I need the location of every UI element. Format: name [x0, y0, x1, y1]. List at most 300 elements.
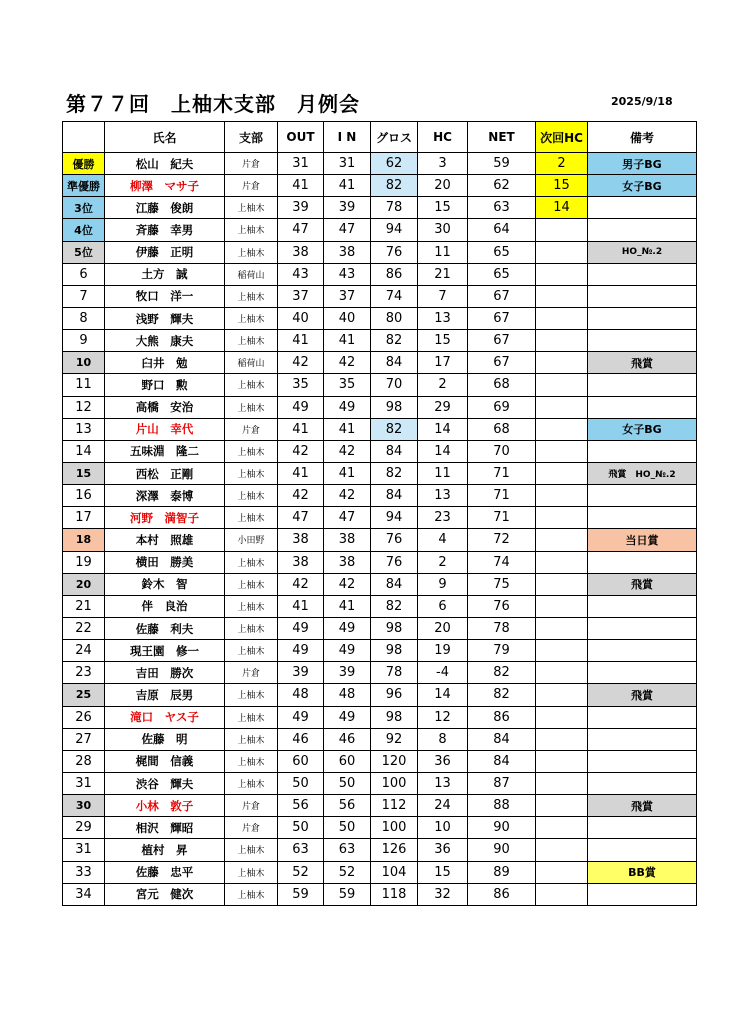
handicap: 4 — [418, 529, 468, 551]
player-name: 江藤 俊朗 — [105, 197, 225, 219]
in-score: 48 — [324, 684, 371, 706]
rank-cell: 28 — [63, 750, 105, 772]
branch-cell: 上柚木 — [225, 861, 278, 883]
gross-score: 112 — [371, 795, 418, 817]
gross-score: 94 — [371, 507, 418, 529]
net-score: 75 — [468, 573, 536, 595]
table-row — [63, 772, 697, 794]
branch-cell: 上柚木 — [225, 241, 278, 263]
table-row — [63, 352, 697, 374]
header-row — [63, 122, 697, 153]
rank-cell: 30 — [63, 795, 105, 817]
next-handicap — [536, 573, 588, 595]
next-handicap — [536, 241, 588, 263]
handicap: 32 — [418, 883, 468, 905]
gross-score: 98 — [371, 617, 418, 639]
rank-cell: 準優勝 — [63, 175, 105, 197]
note-cell: 飛賞 — [588, 684, 697, 706]
out-score: 40 — [278, 307, 324, 329]
note-cell — [588, 285, 697, 307]
table-row — [63, 197, 697, 219]
branch-cell: 小田野 — [225, 529, 278, 551]
gross-score: 82 — [371, 462, 418, 484]
note-cell — [588, 617, 697, 639]
net-score: 71 — [468, 462, 536, 484]
table-row — [63, 330, 697, 352]
note-cell — [588, 307, 697, 329]
gross-score: 84 — [371, 485, 418, 507]
out-score: 38 — [278, 529, 324, 551]
gross-score: 98 — [371, 396, 418, 418]
branch-cell: 上柚木 — [225, 839, 278, 861]
note-cell — [588, 197, 697, 219]
handicap: 13 — [418, 485, 468, 507]
net-score: 63 — [468, 197, 536, 219]
player-name: 伊藤 正明 — [105, 241, 225, 263]
gross-score: 96 — [371, 684, 418, 706]
in-score: 47 — [324, 219, 371, 241]
player-name: 植村 昇 — [105, 839, 225, 861]
out-score: 31 — [278, 153, 324, 175]
note-cell — [588, 374, 697, 396]
note-cell — [588, 263, 697, 285]
in-score: 35 — [324, 374, 371, 396]
branch-cell: 上柚木 — [225, 772, 278, 794]
next-handicap — [536, 772, 588, 794]
handicap: 20 — [418, 617, 468, 639]
note-cell — [588, 706, 697, 728]
rank-cell: 24 — [63, 640, 105, 662]
next-handicap — [536, 817, 588, 839]
net-score: 65 — [468, 263, 536, 285]
header-gross: グロス — [371, 122, 418, 153]
note-cell — [588, 396, 697, 418]
branch-cell: 上柚木 — [225, 883, 278, 905]
note-cell: 飛賞 HO_№.2 — [588, 462, 697, 484]
handicap: 19 — [418, 640, 468, 662]
header-out: OUT — [278, 122, 324, 153]
table-row — [63, 440, 697, 462]
out-score: 41 — [278, 595, 324, 617]
branch-cell: 上柚木 — [225, 706, 278, 728]
out-score: 39 — [278, 662, 324, 684]
rank-cell: 34 — [63, 883, 105, 905]
table-row — [63, 485, 697, 507]
net-score: 72 — [468, 529, 536, 551]
out-score: 35 — [278, 374, 324, 396]
table-row — [63, 595, 697, 617]
net-score: 82 — [468, 684, 536, 706]
in-score: 41 — [324, 330, 371, 352]
gross-score: 118 — [371, 883, 418, 905]
rank-cell: 26 — [63, 706, 105, 728]
header-hc: HC — [418, 122, 468, 153]
note-cell — [588, 551, 697, 573]
player-name: 滝口 ヤス子 — [105, 706, 225, 728]
in-score: 46 — [324, 728, 371, 750]
gross-score: 126 — [371, 839, 418, 861]
out-score: 48 — [278, 684, 324, 706]
player-name: 佐藤 利夫 — [105, 617, 225, 639]
net-score: 76 — [468, 595, 536, 617]
note-cell — [588, 883, 697, 905]
handicap: 36 — [418, 839, 468, 861]
branch-cell: 片倉 — [225, 795, 278, 817]
next-handicap — [536, 617, 588, 639]
out-score: 42 — [278, 440, 324, 462]
rank-cell: 6 — [63, 263, 105, 285]
in-score: 49 — [324, 396, 371, 418]
in-score: 49 — [324, 640, 371, 662]
branch-cell: 上柚木 — [225, 507, 278, 529]
gross-score: 82 — [371, 175, 418, 197]
out-score: 49 — [278, 617, 324, 639]
out-score: 49 — [278, 706, 324, 728]
net-score: 88 — [468, 795, 536, 817]
rank-cell: 10 — [63, 352, 105, 374]
branch-cell: 上柚木 — [225, 374, 278, 396]
handicap: 8 — [418, 728, 468, 750]
handicap: 15 — [418, 330, 468, 352]
note-cell: HO_№.2 — [588, 241, 697, 263]
in-score: 38 — [324, 241, 371, 263]
in-score: 42 — [324, 440, 371, 462]
note-cell — [588, 595, 697, 617]
handicap: 7 — [418, 285, 468, 307]
net-score: 59 — [468, 153, 536, 175]
in-score: 38 — [324, 529, 371, 551]
next-handicap — [536, 595, 588, 617]
note-cell — [588, 440, 697, 462]
next-handicap — [536, 507, 588, 529]
next-handicap — [536, 440, 588, 462]
table-row — [63, 728, 697, 750]
next-handicap — [536, 307, 588, 329]
handicap: 21 — [418, 263, 468, 285]
table-row — [63, 307, 697, 329]
out-score: 50 — [278, 817, 324, 839]
net-score: 70 — [468, 440, 536, 462]
in-score: 39 — [324, 197, 371, 219]
player-name: 斉藤 幸男 — [105, 219, 225, 241]
out-score: 37 — [278, 285, 324, 307]
player-name: 大熊 康夫 — [105, 330, 225, 352]
next-handicap — [536, 662, 588, 684]
in-score: 43 — [324, 263, 371, 285]
handicap: 12 — [418, 706, 468, 728]
header-rank — [63, 122, 105, 153]
net-score: 71 — [468, 507, 536, 529]
note-cell — [588, 839, 697, 861]
header-name: 氏名 — [105, 122, 225, 153]
table-row — [63, 396, 697, 418]
in-score: 31 — [324, 153, 371, 175]
branch-cell: 上柚木 — [225, 684, 278, 706]
rank-cell: 29 — [63, 817, 105, 839]
player-name: 深澤 泰博 — [105, 485, 225, 507]
player-name: 浅野 輝夫 — [105, 307, 225, 329]
next-handicap — [536, 462, 588, 484]
out-score: 39 — [278, 197, 324, 219]
net-score: 78 — [468, 617, 536, 639]
handicap: 13 — [418, 772, 468, 794]
note-cell: 女子BG — [588, 175, 697, 197]
gross-score: 104 — [371, 861, 418, 883]
player-name: 高橋 安治 — [105, 396, 225, 418]
branch-cell: 片倉 — [225, 418, 278, 440]
in-score: 50 — [324, 772, 371, 794]
next-handicap — [536, 551, 588, 573]
table-row — [63, 883, 697, 905]
player-name: 柳澤 マサ子 — [105, 175, 225, 197]
next-handicap: 14 — [536, 197, 588, 219]
rank-cell: 22 — [63, 617, 105, 639]
gross-score: 84 — [371, 573, 418, 595]
results-body — [63, 122, 697, 906]
out-score: 49 — [278, 396, 324, 418]
rank-cell: 20 — [63, 573, 105, 595]
net-score: 67 — [468, 285, 536, 307]
next-handicap — [536, 728, 588, 750]
player-name: 河野 満智子 — [105, 507, 225, 529]
next-handicap — [536, 684, 588, 706]
table-row — [63, 684, 697, 706]
rank-cell: 21 — [63, 595, 105, 617]
net-score: 64 — [468, 219, 536, 241]
handicap: -4 — [418, 662, 468, 684]
net-score: 68 — [468, 418, 536, 440]
gross-score: 86 — [371, 263, 418, 285]
note-cell: BB賞 — [588, 861, 697, 883]
out-score: 59 — [278, 883, 324, 905]
rank-cell: 17 — [63, 507, 105, 529]
note-cell — [588, 640, 697, 662]
event-date: 2025/9/18 — [611, 95, 673, 108]
net-score: 87 — [468, 772, 536, 794]
out-score: 47 — [278, 219, 324, 241]
rank-cell: 11 — [63, 374, 105, 396]
in-score: 50 — [324, 817, 371, 839]
out-score: 43 — [278, 263, 324, 285]
note-cell — [588, 750, 697, 772]
rank-cell: 27 — [63, 728, 105, 750]
header-next-hc: 次回HC — [536, 122, 588, 153]
handicap: 24 — [418, 795, 468, 817]
next-handicap: 15 — [536, 175, 588, 197]
player-name: 西松 正剛 — [105, 462, 225, 484]
next-handicap — [536, 706, 588, 728]
page-title: 第７７回 上柚木支部 月例会 — [66, 92, 360, 116]
note-cell — [588, 817, 697, 839]
table-row — [63, 839, 697, 861]
gross-score: 84 — [371, 440, 418, 462]
next-handicap — [536, 795, 588, 817]
in-score: 39 — [324, 662, 371, 684]
in-score: 49 — [324, 706, 371, 728]
branch-cell: 稲荷山 — [225, 263, 278, 285]
next-handicap — [536, 374, 588, 396]
next-handicap: 2 — [536, 153, 588, 175]
net-score: 89 — [468, 861, 536, 883]
in-score: 63 — [324, 839, 371, 861]
in-score: 41 — [324, 462, 371, 484]
gross-score: 98 — [371, 640, 418, 662]
handicap: 36 — [418, 750, 468, 772]
results-table — [62, 121, 697, 906]
table-row — [63, 640, 697, 662]
player-name: 佐藤 忠平 — [105, 861, 225, 883]
handicap: 23 — [418, 507, 468, 529]
handicap: 10 — [418, 817, 468, 839]
header-branch: 支部 — [225, 122, 278, 153]
player-name: 片山 幸代 — [105, 418, 225, 440]
next-handicap — [536, 396, 588, 418]
branch-cell: 上柚木 — [225, 640, 278, 662]
in-score: 38 — [324, 551, 371, 573]
out-score: 46 — [278, 728, 324, 750]
note-cell: 飛賞 — [588, 795, 697, 817]
rank-cell: 13 — [63, 418, 105, 440]
rank-cell: 優勝 — [63, 153, 105, 175]
handicap: 14 — [418, 684, 468, 706]
out-score: 56 — [278, 795, 324, 817]
table-row — [63, 153, 697, 175]
note-cell — [588, 219, 697, 241]
branch-cell: 上柚木 — [225, 197, 278, 219]
in-score: 42 — [324, 352, 371, 374]
out-score: 52 — [278, 861, 324, 883]
net-score: 67 — [468, 352, 536, 374]
handicap: 20 — [418, 175, 468, 197]
note-cell: 飛賞 — [588, 352, 697, 374]
player-name: 渋谷 輝夫 — [105, 772, 225, 794]
out-score: 49 — [278, 640, 324, 662]
net-score: 86 — [468, 706, 536, 728]
rank-cell: 8 — [63, 307, 105, 329]
next-handicap — [536, 263, 588, 285]
note-cell: 女子BG — [588, 418, 697, 440]
note-cell — [588, 485, 697, 507]
rank-cell: 16 — [63, 485, 105, 507]
gross-score: 70 — [371, 374, 418, 396]
branch-cell: 上柚木 — [225, 595, 278, 617]
in-score: 42 — [324, 573, 371, 595]
next-handicap — [536, 285, 588, 307]
table-row — [63, 219, 697, 241]
in-score: 60 — [324, 750, 371, 772]
rank-cell: 9 — [63, 330, 105, 352]
net-score: 65 — [468, 241, 536, 263]
rank-cell: 18 — [63, 529, 105, 551]
branch-cell: 上柚木 — [225, 551, 278, 573]
gross-score: 62 — [371, 153, 418, 175]
branch-cell: 上柚木 — [225, 485, 278, 507]
table-row — [63, 263, 697, 285]
branch-cell: 上柚木 — [225, 396, 278, 418]
in-score: 41 — [324, 595, 371, 617]
gross-score: 92 — [371, 728, 418, 750]
branch-cell: 上柚木 — [225, 307, 278, 329]
gross-score: 78 — [371, 197, 418, 219]
player-name: 梶間 信義 — [105, 750, 225, 772]
branch-cell: 上柚木 — [225, 573, 278, 595]
rank-cell: 23 — [63, 662, 105, 684]
next-handicap — [536, 352, 588, 374]
player-name: 五味淵 隆二 — [105, 440, 225, 462]
rank-cell: 25 — [63, 684, 105, 706]
table-row — [63, 285, 697, 307]
next-handicap — [536, 861, 588, 883]
player-name: 小林 敦子 — [105, 795, 225, 817]
rank-cell: 5位 — [63, 241, 105, 263]
player-name: 土方 誠 — [105, 263, 225, 285]
rank-cell: 12 — [63, 396, 105, 418]
out-score: 42 — [278, 573, 324, 595]
net-score: 86 — [468, 883, 536, 905]
player-name: 鈴木 智 — [105, 573, 225, 595]
player-name: 相沢 輝昭 — [105, 817, 225, 839]
net-score: 84 — [468, 728, 536, 750]
gross-score: 98 — [371, 706, 418, 728]
next-handicap — [536, 418, 588, 440]
net-score: 90 — [468, 839, 536, 861]
next-handicap — [536, 750, 588, 772]
next-handicap — [536, 839, 588, 861]
handicap: 15 — [418, 861, 468, 883]
out-score: 38 — [278, 241, 324, 263]
player-name: 宮元 健次 — [105, 883, 225, 905]
rank-cell: 33 — [63, 861, 105, 883]
note-cell: 男子BG — [588, 153, 697, 175]
table-row — [63, 462, 697, 484]
in-score: 41 — [324, 175, 371, 197]
out-score: 60 — [278, 750, 324, 772]
out-score: 42 — [278, 352, 324, 374]
table-row — [63, 573, 697, 595]
net-score: 71 — [468, 485, 536, 507]
branch-cell: 片倉 — [225, 817, 278, 839]
table-row — [63, 706, 697, 728]
note-cell — [588, 507, 697, 529]
handicap: 11 — [418, 241, 468, 263]
in-score: 42 — [324, 485, 371, 507]
header-net: NET — [468, 122, 536, 153]
branch-cell: 片倉 — [225, 662, 278, 684]
branch-cell: 上柚木 — [225, 728, 278, 750]
in-score: 59 — [324, 883, 371, 905]
gross-score: 76 — [371, 529, 418, 551]
out-score: 63 — [278, 839, 324, 861]
net-score: 67 — [468, 307, 536, 329]
handicap: 9 — [418, 573, 468, 595]
table-row — [63, 617, 697, 639]
gross-score: 80 — [371, 307, 418, 329]
net-score: 69 — [468, 396, 536, 418]
next-handicap — [536, 640, 588, 662]
rank-cell: 31 — [63, 772, 105, 794]
rank-cell: 14 — [63, 440, 105, 462]
gross-score: 94 — [371, 219, 418, 241]
out-score: 47 — [278, 507, 324, 529]
player-name: 吉田 勝次 — [105, 662, 225, 684]
out-score: 41 — [278, 330, 324, 352]
handicap: 11 — [418, 462, 468, 484]
handicap: 2 — [418, 374, 468, 396]
branch-cell: 上柚木 — [225, 750, 278, 772]
in-score: 52 — [324, 861, 371, 883]
rank-cell: 15 — [63, 462, 105, 484]
player-name: 現王園 修一 — [105, 640, 225, 662]
